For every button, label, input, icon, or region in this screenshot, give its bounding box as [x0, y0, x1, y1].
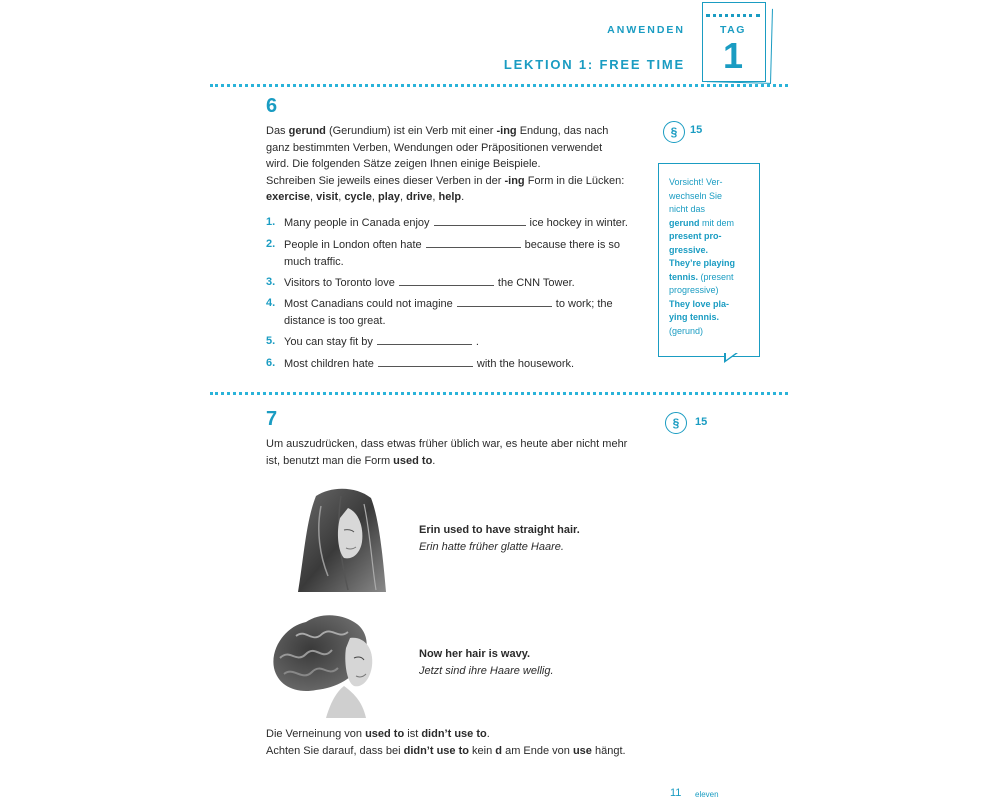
exercise-item-text — [284, 295, 644, 329]
answer-blank[interactable] — [457, 295, 552, 307]
text-line: ganz bestimmten Verben, Wendungen oder Präpositionen verwendet — [266, 141, 603, 154]
calendar-spiral-icon — [706, 14, 760, 17]
example-caption-1 — [419, 522, 639, 555]
exercise-text-before: Many people in Canada enjoy — [284, 217, 430, 229]
dotted-divider-top — [210, 84, 788, 87]
text-line: gerund mit dem — [669, 217, 735, 228]
exercise-text-after: with the housework. — [476, 358, 575, 370]
exercise-text-before: People in London often hate — [284, 239, 422, 251]
exercise-text-after: because there is so — [524, 239, 621, 251]
tag-label: TAG — [720, 24, 746, 36]
text-line: wechseln Sie — [669, 190, 723, 201]
text-line: present pro- — [669, 231, 722, 241]
exercise-7-intro — [266, 436, 656, 469]
text-line: (gerund) — [669, 325, 704, 336]
grammar-ref-number: 15 — [695, 416, 708, 428]
answer-blank[interactable] — [434, 214, 526, 226]
exercise-text-after: . — [475, 336, 479, 348]
text-line: Die Verneinung von used to ist didn’t use to. — [266, 728, 490, 740]
exercise-text-before: You can stay fit by — [284, 336, 373, 348]
exercise-item-number: 5. — [266, 335, 276, 347]
answer-blank[interactable] — [377, 333, 472, 345]
paragraph-ref-icon: § — [665, 412, 687, 434]
exercise-item-text — [284, 214, 644, 232]
photo-straight-hair — [286, 486, 398, 594]
text-line: Um auszudrücken, dass etwas früher üblich war, es heute aber nicht mehr — [266, 438, 628, 450]
text-line: gressive. — [669, 244, 709, 255]
photo-wavy-hair — [266, 608, 398, 718]
exercise-text-before: Most children hate — [284, 358, 374, 370]
text-line: Achten Sie darauf, dass bei didn’t use to kein d am Ende von use hängt. — [266, 744, 626, 757]
text-line: They’re playing — [669, 258, 736, 268]
exercise-text-continuation: much traffic. — [284, 255, 344, 268]
grammar-ref-number: 15 — [690, 124, 703, 136]
example-english: Erin used to have straight hair. — [419, 524, 580, 536]
exercise-text-continuation: distance is too great. — [284, 314, 386, 327]
answer-blank[interactable] — [426, 236, 521, 248]
dotted-divider-middle — [210, 392, 788, 395]
example-caption-2 — [419, 646, 639, 679]
text-line: nicht das — [669, 204, 706, 214]
section-label: ANWENDEN — [607, 24, 685, 36]
text-line: progressive) — [669, 285, 719, 295]
exercise-item-text — [284, 274, 644, 292]
exercise-item-text — [284, 355, 644, 373]
exercise-item-number: 2. — [266, 238, 276, 250]
exercise-item-text — [284, 236, 644, 270]
exercise-number: 6 — [266, 95, 278, 117]
answer-blank[interactable] — [399, 274, 494, 286]
exercise-number: 7 — [266, 408, 278, 430]
paragraph-ref-icon: § — [663, 121, 685, 143]
example-german: Jetzt sind ihre Haare wellig. — [419, 664, 554, 677]
tag-number: 1 — [722, 35, 744, 76]
tip-box-tail-inner — [726, 352, 737, 360]
page-number: 11 — [670, 787, 682, 799]
exercise-item-number: 3. — [266, 276, 276, 288]
text-line: wird. Die folgenden Sätze zeigen Ihnen einige Beispiele. — [266, 158, 541, 170]
exercise-text-before: Visitors to Toronto love — [284, 277, 395, 289]
lesson-title: LEKTION 1: FREE TIME — [503, 57, 685, 72]
page-number-word: eleven — [695, 790, 719, 799]
example-german: Erin hatte früher glatte Haare. — [419, 540, 564, 553]
text-line: Schreiben Sie jeweils eines dieser Verben in der -ing Form in die Lücken: — [266, 174, 625, 187]
exercise-text-after: ice hockey in winter. — [529, 217, 628, 229]
example-english: Now her hair is wavy. — [419, 648, 531, 660]
exercise-6-intro — [266, 123, 646, 206]
text-line: tennis. (present — [669, 271, 734, 282]
exercise-text-before: Most Canadians could not imagine — [284, 298, 453, 310]
text-line: ist, benutzt man die Form used to. — [266, 454, 436, 467]
text-line: ying tennis. — [669, 312, 720, 322]
exercise-text-after: to work; the — [555, 298, 613, 310]
text-line: exercise, visit, cycle, play, drive, help. — [266, 191, 465, 203]
exercise-item-number: 1. — [266, 216, 276, 228]
text-line: Vorsicht! Ver- — [669, 177, 723, 187]
tip-box — [658, 163, 760, 357]
exercise-item-text — [284, 333, 644, 351]
exercise-item-number: 4. — [266, 297, 276, 309]
exercise-7-outro — [266, 726, 686, 759]
text-line: They love pla- — [669, 298, 730, 309]
text-line: Das gerund (Gerundium) ist ein Verb mit einer -ing Endung, das nach — [266, 125, 609, 137]
exercise-item-number: 6. — [266, 357, 276, 369]
exercise-text-after: the CNN Tower. — [497, 277, 575, 289]
answer-blank[interactable] — [378, 355, 473, 367]
